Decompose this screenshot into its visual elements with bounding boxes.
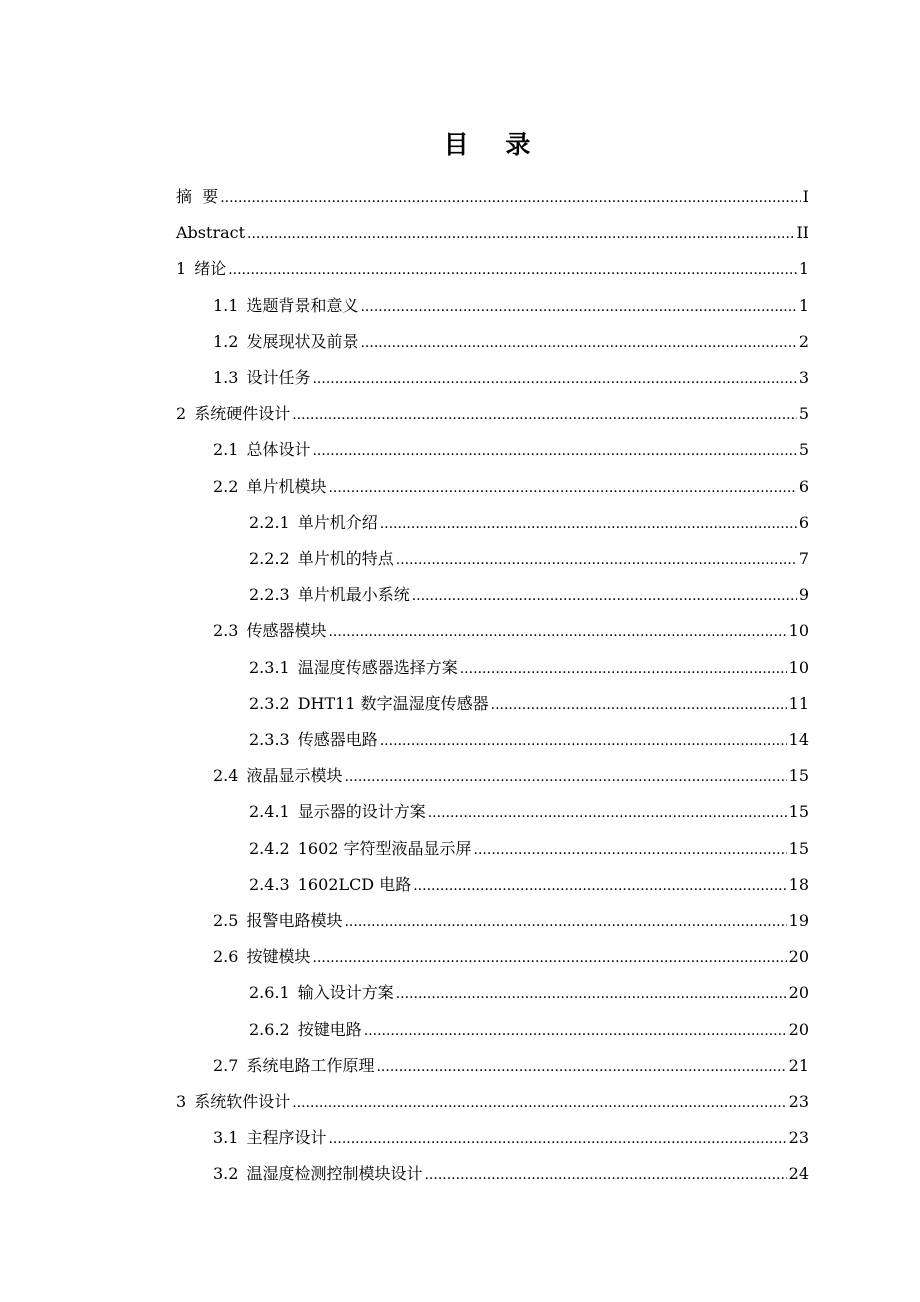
toc-entry-leader-dots [376, 1054, 786, 1080]
toc-entry[interactable] [249, 836, 809, 862]
toc-entry-label: 温湿度传感器选择方案 [297, 658, 458, 677]
toc-entry-page-number: 24 [788, 1164, 809, 1183]
toc-entry-page-number: 1 [798, 296, 809, 315]
toc-entry[interactable] [213, 1053, 809, 1079]
toc-entry-page-number: 15 [788, 839, 809, 858]
toc-entry-number: 1.1 [213, 296, 239, 315]
toc-entry-leader-dots [460, 656, 787, 682]
toc-entry-label: 系统软件设计 [194, 1092, 291, 1111]
toc-entry-leader-dots [220, 185, 800, 211]
toc-entry-leader-dots [491, 692, 787, 718]
toc-entry-label: 系统电路工作原理 [246, 1056, 375, 1075]
toc-entry-label: 主程序设计 [246, 1128, 327, 1147]
toc-entry-page-number: 2 [798, 332, 809, 351]
toc-entry-page-number: 10 [788, 658, 809, 677]
toc-entry[interactable] [249, 799, 809, 825]
toc-entry-page-number: 20 [788, 983, 809, 1002]
toc-entry-label: 按键电路 [297, 1020, 362, 1039]
toc-entry-label: 总体设计 [246, 440, 311, 459]
toc-entry-leader-dots [292, 1090, 786, 1116]
toc-entry[interactable] [249, 691, 809, 717]
toc-entry-label: 按键模块 [246, 947, 311, 966]
toc-entry-label: 传感器电路 [297, 730, 378, 749]
toc-entry-page-number: II [796, 223, 809, 242]
toc-entry-leader-dots [428, 800, 787, 826]
toc-entry-label: 单片机最小系统 [297, 585, 410, 604]
toc-entry-number: 2.6.1 [249, 983, 290, 1002]
toc-entry-page-number: 15 [788, 802, 809, 821]
toc-entry-label: 绪论 [194, 259, 227, 278]
toc-entry-number: 2.6 [213, 947, 239, 966]
toc-entry-leader-dots [364, 1018, 787, 1044]
toc-entry[interactable] [213, 329, 809, 355]
toc-entry-label: 发展现状及前景 [246, 332, 359, 351]
toc-entry-number: 3 [176, 1092, 187, 1111]
toc-entry-page-number: 11 [788, 694, 809, 713]
toc-entry-page-number: 10 [788, 621, 809, 640]
toc-entry-leader-dots [396, 981, 787, 1007]
toc-entry-page-number: 9 [798, 585, 809, 604]
toc-entry-number: 2.5 [213, 911, 239, 930]
toc-entry-page-number: 20 [788, 1020, 809, 1039]
toc-entry-label: 液晶显示模块 [246, 766, 343, 785]
toc-entry[interactable] [213, 1161, 809, 1187]
toc-entry-label: Abstract [176, 223, 246, 242]
toc-entry[interactable] [249, 510, 809, 536]
toc-entry-leader-dots [360, 330, 796, 356]
toc-entry-leader-dots [412, 583, 797, 609]
toc-entry-leader-dots [344, 764, 786, 790]
toc-entry-leader-dots [247, 221, 794, 247]
toc-entry-number: 2.4 [213, 766, 239, 785]
toc-entry[interactable] [249, 1017, 809, 1043]
toc-entry[interactable] [213, 1125, 809, 1151]
toc-entry-leader-dots [360, 294, 796, 320]
toc-entry[interactable] [249, 655, 809, 681]
toc-entry-page-number: 14 [788, 730, 809, 749]
toc-entry-leader-dots [228, 257, 797, 283]
toc-entry-label: 温湿度检测控制模块设计 [246, 1164, 423, 1183]
toc-entry-page-number: 19 [788, 911, 809, 930]
toc-entry-page-number: 5 [798, 440, 809, 459]
toc-entry-page-number: 21 [788, 1056, 809, 1075]
toc-entry-number: 3.2 [213, 1164, 239, 1183]
toc-entry-label: 单片机介绍 [297, 513, 378, 532]
toc-entry-number: 2.4.2 [249, 839, 290, 858]
toc-entry-number: 2.3.1 [249, 658, 290, 677]
toc-entry-label: 1602LCD 电路 [297, 875, 412, 894]
toc-entry-number: 1.3 [213, 368, 239, 387]
toc-entry-number: 1.2 [213, 332, 239, 351]
toc-entry-leader-dots [424, 1162, 786, 1188]
toc-entry[interactable] [213, 437, 809, 463]
toc-entry-label: 报警电路模块 [246, 911, 343, 930]
toc-entry[interactable] [213, 908, 809, 934]
toc-entry-number: 2.6.2 [249, 1020, 290, 1039]
toc-entry-leader-dots [328, 1126, 786, 1152]
toc-entry-number: 2.2 [213, 477, 239, 496]
toc-entry-leader-dots [413, 873, 786, 899]
toc-entry-leader-dots [312, 438, 796, 464]
toc-entry-label: DHT11 数字温湿度传感器 [297, 694, 489, 713]
toc-entry-leader-dots [344, 909, 786, 935]
toc-entry-number: 2.2.3 [249, 585, 290, 604]
toc-entry-leader-dots [292, 402, 797, 428]
toc-entry-number: 2.3.2 [249, 694, 290, 713]
toc-entry[interactable] [176, 256, 809, 282]
toc-entry-page-number: 6 [798, 477, 809, 496]
toc-entry[interactable] [176, 184, 809, 210]
toc-entry-number: 2.3.3 [249, 730, 290, 749]
toc-entry-page-number: 1 [798, 259, 809, 278]
toc-entry-label: 显示器的设计方案 [297, 802, 426, 821]
toc-entry-label: 传感器模块 [246, 621, 327, 640]
toc-entry-label: 单片机的特点 [297, 549, 394, 568]
toc-entry-page-number: 6 [798, 513, 809, 532]
toc-entry-label: 单片机模块 [246, 477, 327, 496]
toc-entry-page-number: 23 [788, 1128, 809, 1147]
toc-entry[interactable] [213, 474, 809, 500]
toc-entry-number: 2.4.1 [249, 802, 290, 821]
toc-entry-number: 1 [176, 259, 187, 278]
toc-entry[interactable] [213, 618, 809, 644]
toc-entry-label: 选题背景和意义 [246, 296, 359, 315]
toc-entry-leader-dots [396, 547, 797, 573]
toc-entry-page-number: 5 [798, 404, 809, 423]
toc-entry-leader-dots [380, 511, 797, 537]
toc-entry[interactable] [176, 401, 809, 427]
toc-entry-number: 2.1 [213, 440, 239, 459]
toc-entry-number: 2.4.3 [249, 875, 290, 894]
toc-entry-number: 2.2.1 [249, 513, 290, 532]
toc-entry-page-number: 18 [788, 875, 809, 894]
toc-entry[interactable] [176, 220, 809, 246]
toc-entry[interactable] [249, 727, 809, 753]
toc-entry-leader-dots [474, 837, 787, 863]
toc-entry-number: 2.7 [213, 1056, 239, 1075]
toc-entry-label: 输入设计方案 [297, 983, 394, 1002]
toc-entry-page-number: 20 [788, 947, 809, 966]
toc-entry-page-number: 23 [788, 1092, 809, 1111]
toc-entry-number: 2.2.2 [249, 549, 290, 568]
toc-entry[interactable] [213, 293, 809, 319]
toc-entry-label: 摘 要 [176, 187, 219, 206]
toc-entry-leader-dots [328, 619, 786, 645]
toc-entry[interactable] [249, 582, 809, 608]
toc-entry[interactable] [249, 980, 809, 1006]
toc-entry[interactable] [176, 1089, 809, 1115]
toc-entry-label: 设计任务 [246, 368, 311, 387]
toc-entry-label: 1602 字符型液晶显示屏 [297, 839, 472, 858]
toc-entry-page-number: 7 [798, 549, 809, 568]
toc-entry-number: 2.3 [213, 621, 239, 640]
toc-entry-number: 2 [176, 404, 187, 423]
toc-entry[interactable] [249, 546, 809, 572]
toc-entry[interactable] [213, 763, 809, 789]
toc-entry[interactable] [213, 944, 809, 970]
toc-entry-leader-dots [312, 945, 786, 971]
page-title: 目 录 [443, 130, 545, 159]
toc-entry-leader-dots [328, 475, 796, 501]
toc-entry[interactable] [249, 872, 809, 898]
toc-entry-leader-dots [380, 728, 787, 754]
toc-entry-label: 系统硬件设计 [194, 404, 291, 423]
toc-entry-page-number: 15 [788, 766, 809, 785]
toc-entry-page-number: 3 [798, 368, 809, 387]
toc-entry-number: 3.1 [213, 1128, 239, 1147]
toc-entry[interactable] [213, 365, 809, 391]
toc-entry-page-number: I [802, 187, 809, 206]
toc-entry-leader-dots [312, 366, 796, 392]
